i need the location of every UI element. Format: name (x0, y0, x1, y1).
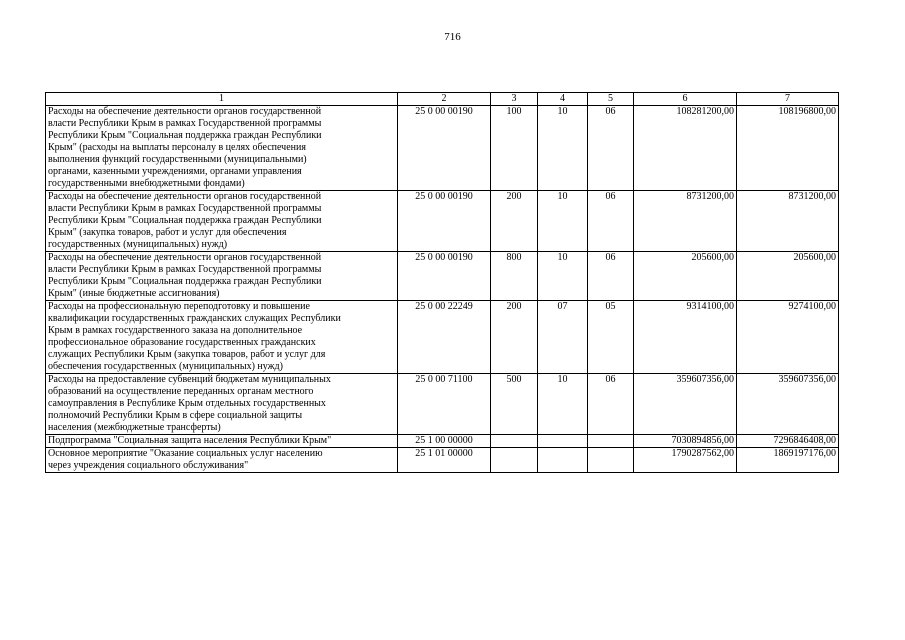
row-target-code: 25 1 01 00000 (398, 448, 491, 473)
row-amount-col7: 8731200,00 (737, 191, 839, 252)
row-target-code: 25 0 00 71100 (398, 374, 491, 435)
row-section: 10 (538, 252, 588, 301)
row-amount-col6: 205600,00 (634, 252, 737, 301)
row-amount-col6: 7030894856,00 (634, 435, 737, 448)
row-target-code: 25 0 00 22249 (398, 301, 491, 374)
row-amount-col7: 1869197176,00 (737, 448, 839, 473)
row-subsection (588, 448, 634, 473)
column-header-1: 1 (46, 93, 398, 106)
row-section (538, 435, 588, 448)
row-expense-type: 200 (491, 301, 538, 374)
table-row (46, 106, 839, 191)
row-subsection: 05 (588, 301, 634, 374)
column-header-4: 4 (538, 93, 588, 106)
row-description: Подпрограмма "Социальная защита населения Республики Крым" (46, 435, 398, 448)
table-row (46, 252, 839, 301)
row-section: 10 (538, 374, 588, 435)
row-section: 10 (538, 106, 588, 191)
column-header-6: 6 (634, 93, 737, 106)
column-number-row (46, 93, 839, 106)
row-expense-type: 100 (491, 106, 538, 191)
row-subsection: 06 (588, 106, 634, 191)
row-amount-col7: 9274100,00 (737, 301, 839, 374)
row-amount-col6: 9314100,00 (634, 301, 737, 374)
column-header-2: 2 (398, 93, 491, 106)
row-amount-col6: 1790287562,00 (634, 448, 737, 473)
row-description: Основное мероприятие "Оказание социальных услуг населению через учреждения социального обслуживания" (46, 448, 398, 473)
row-description: Расходы на обеспечение деятельности органов государственной власти Республики Крым в рамках Государственной программы Республики Крым "Социальная поддержка граждан Республики Крым" (закупка товаров, работ и услуг для обеспечения государственных (муниципальных) нужд) (46, 191, 398, 252)
row-subsection: 06 (588, 191, 634, 252)
row-amount-col7: 205600,00 (737, 252, 839, 301)
table-row (46, 435, 839, 448)
row-target-code: 25 0 00 00190 (398, 106, 491, 191)
table-row (46, 448, 839, 473)
row-subsection: 06 (588, 374, 634, 435)
table-row (46, 301, 839, 374)
row-subsection: 06 (588, 252, 634, 301)
row-amount-col6: 359607356,00 (634, 374, 737, 435)
row-section (538, 448, 588, 473)
row-description: Расходы на предоставление субвенций бюджетам муниципальных образований на осуществление переданных органам местного самоуправления в Республике Крым отдельных государственных полномочий Республики Крым в сфере социальной защиты населения (межбюджетные трансферты) (46, 374, 398, 435)
row-amount-col7: 108196800,00 (737, 106, 839, 191)
column-header-3: 3 (491, 93, 538, 106)
row-section: 07 (538, 301, 588, 374)
row-amount-col6: 108281200,00 (634, 106, 737, 191)
row-subsection (588, 435, 634, 448)
row-target-code: 25 1 00 00000 (398, 435, 491, 448)
row-expense-type (491, 435, 538, 448)
row-description: Расходы на обеспечение деятельности органов государственной власти Республики Крым в рамках Государственной программы Республики Крым "Социальная поддержка граждан Республики Крым" (расходы на выплаты персоналу в целях обеспечения выполнения функций государственными (муниципальными) органами, казенными учреждениями, органами управления государственными внебюджетными фондами) (46, 106, 398, 191)
budget-table (45, 92, 839, 473)
table-row (46, 191, 839, 252)
row-target-code: 25 0 00 00190 (398, 252, 491, 301)
table-row (46, 374, 839, 435)
column-header-5: 5 (588, 93, 634, 106)
column-header-7: 7 (737, 93, 839, 106)
row-target-code: 25 0 00 00190 (398, 191, 491, 252)
row-amount-col7: 7296846408,00 (737, 435, 839, 448)
row-amount-col7: 359607356,00 (737, 374, 839, 435)
row-description: Расходы на профессиональную переподготовку и повышение квалификации государственных гражданских служащих Республики Крым в рамках государственного заказа на дополнительное профессиональное образование государственных гражданских служащих Республики Крым (закупка товаров, работ и услуг для обеспечения государственных (муниципальных) нужд) (46, 301, 398, 374)
row-expense-type: 800 (491, 252, 538, 301)
row-section: 10 (538, 191, 588, 252)
page-number: 716 (444, 31, 461, 43)
row-description: Расходы на обеспечение деятельности органов государственной власти Республики Крым в рамках Государственной программы Республики Крым "Социальная поддержка граждан Республики Крым" (иные бюджетные ассигнования) (46, 252, 398, 301)
row-expense-type (491, 448, 538, 473)
row-expense-type: 500 (491, 374, 538, 435)
row-amount-col6: 8731200,00 (634, 191, 737, 252)
row-expense-type: 200 (491, 191, 538, 252)
